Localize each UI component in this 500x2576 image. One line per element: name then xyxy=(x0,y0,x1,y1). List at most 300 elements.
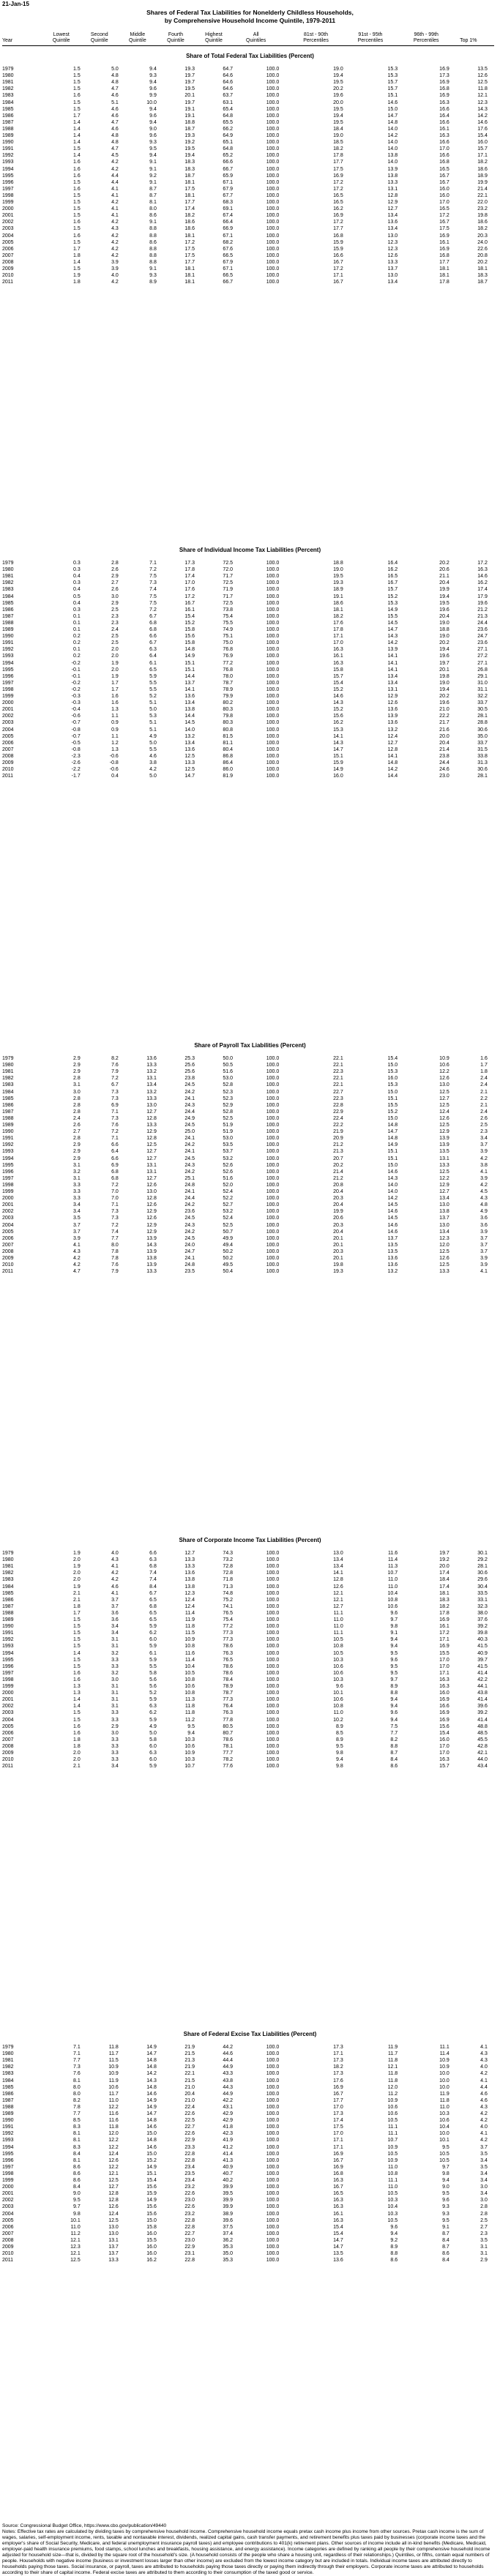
value-cell: 5.2 xyxy=(149,1690,157,1696)
value-cell: 9.6 xyxy=(442,2198,449,2204)
value-cell: 11.8 xyxy=(388,2071,398,2077)
value-cell: 11.9 xyxy=(108,2078,119,2083)
value-cell: 15.1 xyxy=(387,93,398,99)
value-cell: 12.2 xyxy=(439,1069,449,1075)
value-cell: 3.1 xyxy=(111,1697,119,1703)
year-cell: 1990 xyxy=(2,1129,14,1135)
value-cell: 14.1 xyxy=(184,686,195,692)
value-cell: 8.4 xyxy=(442,2237,449,2243)
value-cell: 0.5 xyxy=(73,594,81,599)
value-cell: 7.5 xyxy=(149,600,157,606)
year-cell: 1994 xyxy=(2,1650,14,1656)
value-cell: 13.1 xyxy=(387,686,398,692)
year-cell: 2010 xyxy=(2,2251,14,2257)
value-cell: 17.6 xyxy=(477,126,488,132)
value-cell: 100.0 xyxy=(266,2045,280,2050)
value-cell: 100.0 xyxy=(266,2258,280,2264)
value-cell: 18.9 xyxy=(333,587,343,593)
value-cell: 4.1 xyxy=(480,1269,488,1275)
value-cell: 4.2 xyxy=(111,166,119,172)
value-cell: 15.3 xyxy=(387,73,398,79)
value-cell: 100.0 xyxy=(266,1082,280,1088)
value-cell: 39.6 xyxy=(223,2217,234,2223)
year-cell: 2001 xyxy=(2,213,14,219)
value-cell: 52.8 xyxy=(223,1109,234,1115)
value-cell: 65.9 xyxy=(223,173,234,179)
value-cell: 10.5 xyxy=(439,2151,449,2157)
value-cell: 4.3 xyxy=(480,2104,488,2110)
value-cell: 8.8 xyxy=(390,1690,398,1696)
value-cell: 19.3 xyxy=(333,1269,343,1275)
value-cell: 14.2 xyxy=(477,113,488,119)
value-cell: 16.3 xyxy=(439,1757,449,1763)
value-cell: 19.5 xyxy=(333,119,343,125)
value-cell: -2.3 xyxy=(71,753,81,759)
value-cell: 2.8 xyxy=(480,2211,488,2217)
value-cell: 78.9 xyxy=(223,1684,234,1689)
value-cell: 4.3 xyxy=(480,2058,488,2064)
value-cell: 8.5 xyxy=(335,1730,343,1736)
table-row xyxy=(0,686,500,693)
value-cell: 1.7 xyxy=(73,1610,81,1616)
table-row xyxy=(0,212,500,219)
value-cell: 2.8 xyxy=(73,1102,81,1108)
value-cell: 100.0 xyxy=(266,2204,280,2210)
value-cell: 78.1 xyxy=(223,1743,234,1749)
value-cell: 13.6 xyxy=(146,1056,157,1061)
value-cell: 1.6 xyxy=(73,1670,81,1676)
value-cell: 6.2 xyxy=(149,1710,157,1716)
value-cell: 4.1 xyxy=(480,2045,488,2050)
value-cell: 23.6 xyxy=(477,640,488,646)
year-cell: 1981 xyxy=(2,2058,14,2064)
value-cell: 4.6 xyxy=(111,126,119,132)
table-row xyxy=(0,1750,500,1756)
value-cell: 78.6 xyxy=(223,1663,234,1669)
value-cell: 1.5 xyxy=(73,200,81,205)
value-cell: 10.5 xyxy=(333,1650,343,1656)
value-cell: 67.6 xyxy=(223,246,234,252)
table-row xyxy=(0,2211,500,2217)
value-cell: 15.0 xyxy=(387,1162,398,1168)
value-cell: 1.5 xyxy=(73,100,81,105)
year-cell: 1997 xyxy=(2,2164,14,2170)
value-cell: 13.3 xyxy=(146,1269,157,1275)
value-cell: 9.1 xyxy=(149,160,157,165)
value-cell: 3.9 xyxy=(73,1235,81,1241)
value-cell: 3.7 xyxy=(73,1222,81,1228)
value-cell: 3.0 xyxy=(480,2184,488,2190)
value-cell: 7.2 xyxy=(111,1222,119,1228)
value-cell: 14.7 xyxy=(333,746,343,752)
value-cell: 1.8 xyxy=(73,1737,81,1742)
value-cell: 17.0 xyxy=(439,1743,449,1749)
value-cell: 19.5 xyxy=(333,106,343,112)
value-cell: 22.6 xyxy=(184,2111,195,2116)
value-cell: 3.2 xyxy=(111,1670,119,1676)
value-cell: 9.4 xyxy=(335,1757,343,1763)
value-cell: 68.2 xyxy=(223,239,234,245)
value-cell: 1.6 xyxy=(73,233,81,239)
value-cell: 19.6 xyxy=(439,654,449,659)
value-cell: 8.7 xyxy=(149,192,157,198)
value-cell: 22.7 xyxy=(333,1089,343,1095)
value-cell: 15.8 xyxy=(146,2224,157,2230)
value-cell: 15.8 xyxy=(333,667,343,673)
value-cell: 15.9 xyxy=(333,239,343,245)
value-cell: 74.9 xyxy=(223,627,234,632)
year-cell: 1994 xyxy=(2,1156,14,1161)
year-cell: 1994 xyxy=(2,660,14,666)
table-row xyxy=(0,1650,500,1657)
value-cell: 19.5 xyxy=(333,80,343,86)
value-cell: 44.6 xyxy=(223,2051,234,2057)
value-cell: 76.4 xyxy=(223,1704,234,1710)
value-cell: 13.0 xyxy=(146,1102,157,1108)
table-row xyxy=(0,1597,500,1603)
value-cell: 48.5 xyxy=(477,1730,488,1736)
value-cell: 12.7 xyxy=(146,1109,157,1115)
value-cell: 50.2 xyxy=(223,1256,234,1261)
value-cell: 2.9 xyxy=(73,1063,81,1068)
value-cell: 11.1 xyxy=(333,1630,343,1636)
value-cell: 14.0 xyxy=(387,126,398,132)
value-cell: -0.3 xyxy=(71,700,81,706)
year-cell: 1992 xyxy=(2,2131,14,2137)
value-cell: 20.1 xyxy=(333,1235,343,1241)
year-cell: 2006 xyxy=(2,1235,14,1241)
value-cell: 20.4 xyxy=(439,613,449,619)
table-row xyxy=(0,646,500,653)
value-cell: 100.0 xyxy=(266,1564,280,1570)
value-cell: 15.7 xyxy=(439,1764,449,1770)
value-cell: 51.9 xyxy=(223,1129,234,1135)
value-cell: 100.0 xyxy=(266,226,280,232)
year-cell: 1982 xyxy=(2,2064,14,2070)
value-cell: 100.0 xyxy=(266,1737,280,1742)
value-cell: 9.7 xyxy=(390,1677,398,1682)
value-cell: 2.9 xyxy=(73,1056,81,1061)
value-cell: 14.9 xyxy=(184,654,195,659)
value-cell: 16.9 xyxy=(439,1710,449,1716)
value-cell: 13.5 xyxy=(387,1242,398,1248)
value-cell: 24.7 xyxy=(477,634,488,640)
year-cell: 1982 xyxy=(2,1570,14,1576)
value-cell: 3.1 xyxy=(73,1175,81,1181)
value-cell: 100.0 xyxy=(266,2078,280,2083)
year-cell: 1998 xyxy=(2,1182,14,1188)
table-row xyxy=(0,173,500,179)
value-cell: 23.6 xyxy=(184,1209,195,1215)
value-cell: 13.6 xyxy=(387,707,398,713)
value-cell: 7.7 xyxy=(111,1235,119,1241)
column-header-0: Year xyxy=(2,38,13,43)
value-cell: 16.5 xyxy=(439,206,449,212)
value-cell: 12.9 xyxy=(439,1182,449,1188)
value-cell: 16.6 xyxy=(439,1704,449,1710)
table-row xyxy=(0,2190,500,2197)
value-cell: 39.9 xyxy=(223,2198,234,2204)
value-cell: 4.2 xyxy=(111,1577,119,1583)
value-cell: 16.5 xyxy=(333,200,343,205)
value-cell: 9.4 xyxy=(149,106,157,112)
value-cell: 2.3 xyxy=(480,1129,488,1135)
value-cell: 15.8 xyxy=(184,627,195,632)
value-cell: 77.8 xyxy=(223,1717,234,1723)
value-cell: 22.0 xyxy=(477,200,488,205)
value-cell: 14.7 xyxy=(387,1129,398,1135)
table-row xyxy=(0,1222,500,1229)
value-cell: 3.7 xyxy=(480,1142,488,1148)
value-cell: 8.6 xyxy=(390,2258,398,2264)
value-cell: 3.1 xyxy=(111,1644,119,1650)
value-cell: 13.4 xyxy=(387,673,398,679)
value-cell: 1.7 xyxy=(73,113,81,119)
year-cell: 2008 xyxy=(2,2237,14,2243)
value-cell: 100.0 xyxy=(266,2171,280,2176)
value-cell: 22.3 xyxy=(333,1096,343,1101)
value-cell: 20.8 xyxy=(333,1182,343,1188)
value-cell: 11.8 xyxy=(388,2058,398,2064)
year-cell: 1987 xyxy=(2,613,14,619)
table-row xyxy=(0,2231,500,2237)
value-cell: 1.6 xyxy=(73,173,81,179)
value-cell: 18.7 xyxy=(477,280,488,285)
value-cell: 12.7 xyxy=(439,1096,449,1101)
value-cell: 16.3 xyxy=(333,660,343,666)
value-cell: 18.1 xyxy=(184,273,195,279)
value-cell: 16.7 xyxy=(333,2184,343,2190)
value-cell: 2.0 xyxy=(73,1570,81,1576)
year-cell: 1986 xyxy=(2,1597,14,1603)
value-cell: 6.6 xyxy=(111,1142,119,1148)
value-cell: 100.0 xyxy=(266,100,280,105)
year-cell: 1998 xyxy=(2,2171,14,2176)
value-cell: 2.0 xyxy=(111,667,119,673)
value-cell: 9.1 xyxy=(442,2224,449,2230)
value-cell: 100.0 xyxy=(266,1630,280,1636)
table-row xyxy=(0,580,500,586)
value-cell: 2.6 xyxy=(73,1123,81,1128)
value-cell: 4.0 xyxy=(111,273,119,279)
value-cell: 8.6 xyxy=(73,2178,81,2183)
value-cell: 2.1 xyxy=(480,1089,488,1095)
value-cell: 100.0 xyxy=(266,1677,280,1682)
value-cell: 12.7 xyxy=(184,1551,195,1556)
table-row xyxy=(0,2250,500,2257)
year-cell: 1991 xyxy=(2,2124,14,2130)
value-cell: 3.0 xyxy=(111,594,119,599)
value-cell: 16.3 xyxy=(333,2178,343,2183)
value-cell: 2.1 xyxy=(480,1102,488,1108)
value-cell: 12.7 xyxy=(387,740,398,746)
value-cell: 100.0 xyxy=(266,2058,280,2064)
value-cell: 1.9 xyxy=(73,273,81,279)
value-cell: 19.9 xyxy=(333,1209,343,1215)
table-row xyxy=(0,2091,500,2097)
value-cell: 2.6 xyxy=(111,567,119,573)
value-cell: 2.5 xyxy=(480,1123,488,1128)
value-cell: -0.1 xyxy=(71,667,81,673)
year-cell: 1984 xyxy=(2,1584,14,1590)
value-cell: 1.5 xyxy=(73,266,81,272)
value-cell: 22.4 xyxy=(184,2104,195,2110)
value-cell: 18.6 xyxy=(333,600,343,606)
value-cell: 10.4 xyxy=(439,2124,449,2130)
year-cell: 1992 xyxy=(2,153,14,159)
value-cell: 67.9 xyxy=(223,186,234,192)
value-cell: 52.0 xyxy=(223,1182,234,1188)
year-cell: 1980 xyxy=(2,1557,14,1563)
value-cell: 6.9 xyxy=(111,1162,119,1168)
value-cell: 10.9 xyxy=(439,2058,449,2064)
value-cell: 12.7 xyxy=(146,1156,157,1161)
value-cell: 66.9 xyxy=(223,226,234,232)
table-row xyxy=(0,706,500,713)
value-cell: 10.9 xyxy=(387,2097,398,2103)
value-cell: 100.0 xyxy=(266,1684,280,1689)
value-cell: 10.5 xyxy=(439,2157,449,2163)
value-cell: 5.3 xyxy=(149,714,157,719)
value-cell: 11.3 xyxy=(184,1697,195,1703)
value-cell: 18.2 xyxy=(333,613,343,619)
value-cell: 8.1 xyxy=(73,2138,81,2143)
value-cell: 15.0 xyxy=(146,2151,157,2157)
value-cell: 100.0 xyxy=(266,2097,280,2103)
value-cell: 18.6 xyxy=(477,220,488,225)
value-cell: 11.8 xyxy=(184,1624,195,1630)
value-cell: 100.0 xyxy=(266,686,280,692)
value-cell: 8.0 xyxy=(149,206,157,212)
table-row xyxy=(0,2217,500,2224)
table-row xyxy=(0,600,500,607)
value-cell: 71.7 xyxy=(223,594,234,599)
value-cell: 13.8 xyxy=(387,173,398,179)
value-cell: 1.5 xyxy=(73,86,81,92)
value-cell: 3.4 xyxy=(73,1209,81,1215)
value-cell: 7.2 xyxy=(111,1076,119,1082)
table-row xyxy=(0,1730,500,1737)
value-cell: 77.6 xyxy=(223,1764,234,1770)
value-cell: 100.0 xyxy=(266,1196,280,1202)
year-cell: 2008 xyxy=(2,1743,14,1749)
value-cell: 15.5 xyxy=(439,1650,449,1656)
value-cell: 15.0 xyxy=(387,1115,398,1121)
value-cell: 14.9 xyxy=(146,2198,157,2204)
year-cell: 2006 xyxy=(2,246,14,252)
value-cell: 4.1 xyxy=(111,206,119,212)
value-cell: 17.5 xyxy=(184,186,195,192)
value-cell: 18.3 xyxy=(477,273,488,279)
value-cell: 18.1 xyxy=(333,607,343,613)
value-cell: 22.1 xyxy=(333,1056,343,1061)
value-cell: 100.0 xyxy=(266,727,280,733)
value-cell: 39.6 xyxy=(477,1704,488,1710)
value-cell: 8.1 xyxy=(149,200,157,205)
value-cell: 9.7 xyxy=(73,2204,81,2210)
table-row xyxy=(0,2244,500,2250)
value-cell: 22.8 xyxy=(184,2217,195,2223)
year-cell: 1987 xyxy=(2,119,14,125)
value-cell: 7.4 xyxy=(149,1570,157,1576)
value-cell: 1.3 xyxy=(73,1684,81,1689)
value-cell: 22.1 xyxy=(333,1063,343,1068)
value-cell: 12.9 xyxy=(146,1229,157,1235)
value-cell: 17.1 xyxy=(333,2144,343,2150)
value-cell: 15.2 xyxy=(333,686,343,692)
value-cell: 75.4 xyxy=(223,1617,234,1622)
value-cell: 22.6 xyxy=(184,2131,195,2137)
value-cell: 42.3 xyxy=(223,2131,234,2137)
value-cell: 33.8 xyxy=(477,753,488,759)
value-cell: 3.4 xyxy=(480,1136,488,1142)
value-cell: 14.8 xyxy=(146,2118,157,2124)
value-cell: 15.0 xyxy=(387,1089,398,1095)
value-cell: 6.0 xyxy=(149,1637,157,1643)
value-cell: 10.3 xyxy=(387,2198,398,2204)
value-cell: 15.9 xyxy=(333,760,343,765)
value-cell: 100.0 xyxy=(266,192,280,198)
value-cell: 0.2 xyxy=(73,640,81,646)
value-cell: 1.8 xyxy=(73,252,81,258)
value-cell: 24.2 xyxy=(184,1229,195,1235)
value-cell: 4.2 xyxy=(480,2071,488,2077)
value-cell: 100.0 xyxy=(266,707,280,713)
value-cell: 4.3 xyxy=(480,2051,488,2057)
value-cell: 2.0 xyxy=(73,1757,81,1763)
value-cell: 17.0 xyxy=(439,200,449,205)
value-cell: 3.3 xyxy=(73,1182,81,1188)
table-row xyxy=(0,259,500,266)
value-cell: 3.7 xyxy=(111,1597,119,1603)
value-cell: 12.3 xyxy=(70,2244,81,2250)
value-cell: 3.7 xyxy=(480,1248,488,1254)
value-cell: 20.4 xyxy=(439,580,449,586)
value-cell: 13.3 xyxy=(439,1269,449,1275)
value-cell: 0.3 xyxy=(73,607,81,613)
table-row xyxy=(0,1109,500,1115)
value-cell: 13.1 xyxy=(146,1169,157,1175)
value-cell: 3.4 xyxy=(111,1630,119,1636)
value-cell: 29.6 xyxy=(477,1577,488,1583)
value-cell: 8.0 xyxy=(73,2091,81,2097)
value-cell: 9.7 xyxy=(442,2164,449,2170)
value-cell: 6.8 xyxy=(111,1169,119,1175)
value-cell: 14.1 xyxy=(387,753,398,759)
value-cell: 19.7 xyxy=(184,80,195,86)
year-cell: 1985 xyxy=(2,600,14,606)
value-cell: 2.1 xyxy=(73,1590,81,1596)
value-cell: 14.1 xyxy=(387,667,398,673)
table-row xyxy=(0,199,500,206)
value-cell: 80.5 xyxy=(223,1723,234,1729)
value-cell: 23.1 xyxy=(184,2251,195,2257)
value-cell: 16.3 xyxy=(477,567,488,573)
table-row xyxy=(0,1242,500,1248)
value-cell: 18.8 xyxy=(184,119,195,125)
value-cell: 100.0 xyxy=(266,2138,280,2143)
value-cell: 43.8 xyxy=(477,1690,488,1696)
value-cell: 16.1 xyxy=(333,654,343,659)
value-cell: 78.7 xyxy=(223,680,234,686)
value-cell: 100.0 xyxy=(266,1115,280,1121)
year-cell: 1985 xyxy=(2,1590,14,1596)
value-cell: 12.2 xyxy=(108,2144,119,2150)
value-cell: 81.5 xyxy=(223,733,234,739)
year-cell: 2002 xyxy=(2,220,14,225)
value-cell: 17.2 xyxy=(439,1630,449,1636)
value-cell: 5.0 xyxy=(149,774,157,779)
